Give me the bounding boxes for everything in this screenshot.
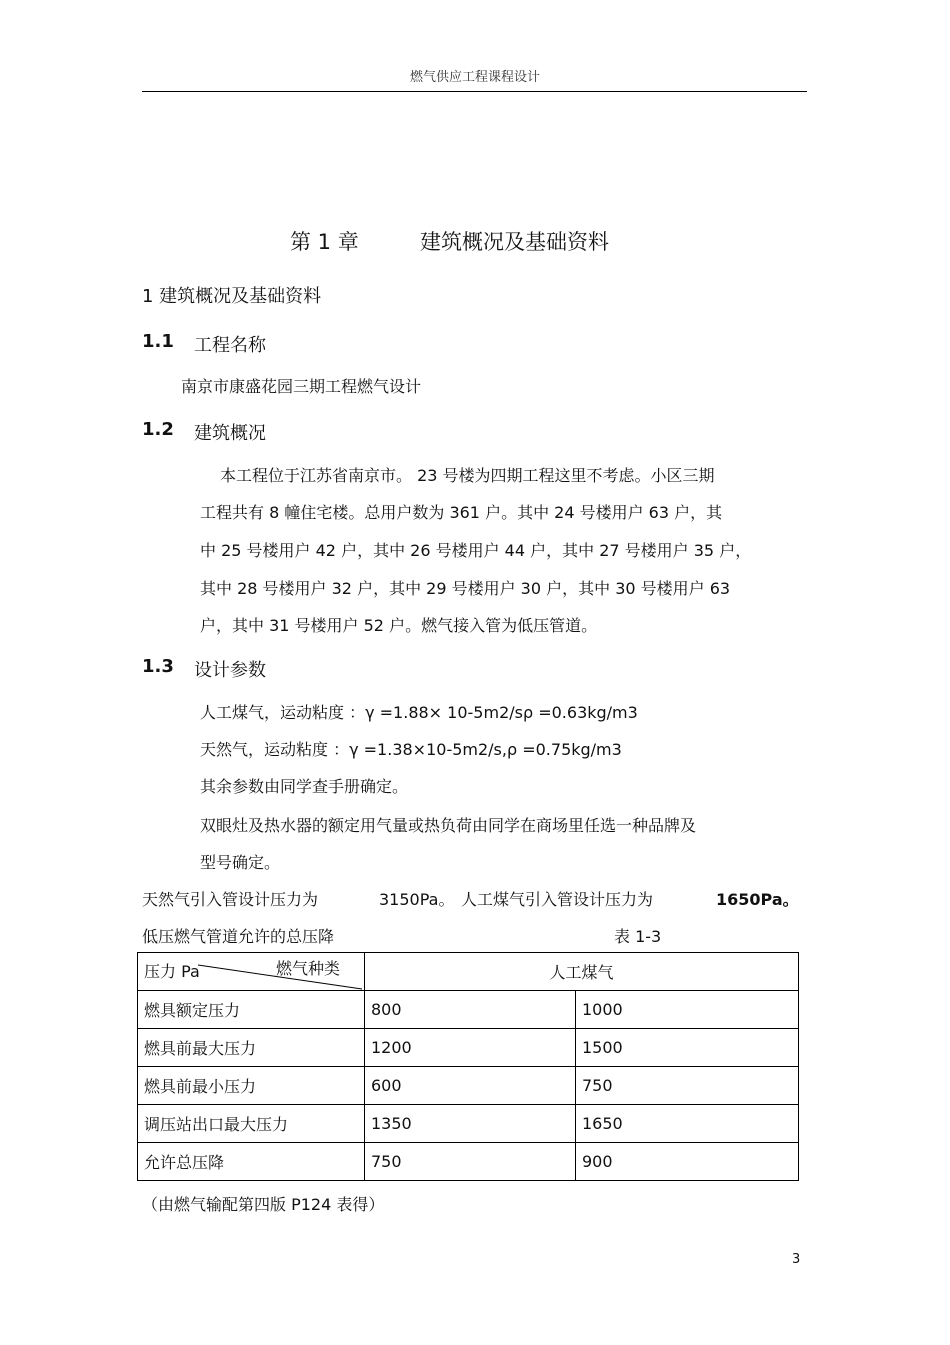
chapter-title: 建筑概况及基础资料: [420, 230, 609, 254]
row-label: 燃具额定压力: [138, 991, 365, 1029]
table-header-row: [138, 953, 799, 991]
table-row: [138, 1143, 799, 1181]
artificial-gas-pressure-label: 人工煤气引入管设计压力为: [461, 890, 654, 909]
table-corner-cell: [138, 953, 365, 991]
row-value-2: 1650: [576, 1105, 799, 1143]
overview-line-1: 本工程位于江苏省南京市。 23 号楼为四期工程这里不考虑。小区三期: [220, 466, 715, 485]
table-row: [138, 1029, 799, 1067]
chapter-label: 第 1 章: [290, 230, 359, 254]
row-label: 燃具前最大压力: [138, 1029, 365, 1067]
overview-line-4: 其中 28 号楼用户 32 户，其中 29 号楼用户 30 户，其中 30 号楼用户 63: [200, 579, 731, 598]
overview-line-2: 工程共有 8 幢住宅楼。总用户数为 361 户。其中 24 号楼用户 63 户，其: [200, 503, 723, 522]
section-title: 设计参数: [194, 660, 266, 681]
overview-line-5: 户，其中 31 号楼用户 52 户。燃气接入管为低压管道。: [200, 616, 598, 635]
corner-left-label: 压力 Pa: [144, 962, 200, 981]
row-value-2: 750: [576, 1067, 799, 1105]
row-label: 燃具前最小压力: [138, 1067, 365, 1105]
table-row: [138, 1067, 799, 1105]
section-1-3-heading: [142, 656, 442, 680]
row-value-1: 800: [365, 991, 576, 1029]
row-value-1: 1350: [365, 1105, 576, 1143]
artificial-gas-pressure-value: 1650Pa。: [716, 890, 799, 909]
row-label: 允许总压降: [138, 1143, 365, 1181]
param-appliance-line-2: 型号确定。: [200, 853, 281, 872]
row-value-1: 600: [365, 1067, 576, 1105]
section-1-2-heading: [142, 419, 442, 443]
param-natural-gas: 天然气，运动粘度 ：γ =1.38×10-5m2/s,ρ =0.75kg/m3: [200, 740, 622, 759]
section-number: 1.3: [142, 656, 174, 677]
row-value-1: 750: [365, 1143, 576, 1181]
natural-gas-pressure-value: 3150Pa。: [379, 890, 455, 909]
project-name: 南京市康盛花园三期工程燃气设计: [181, 377, 422, 396]
row-value-2: 1000: [576, 991, 799, 1029]
row-value-2: 1500: [576, 1029, 799, 1067]
section-1-heading: 1 建筑概况及基础资料: [142, 286, 322, 307]
page-header-title: 燃气供应工程课程设计: [409, 70, 540, 85]
param-artificial-gas: 人工煤气，运动粘度 ：γ =1.88× 10-5m2/sρ =0.63kg/m3: [200, 703, 638, 722]
natural-gas-pressure-label: 天然气引入管设计压力为: [142, 890, 319, 909]
section-title: 工程名称: [194, 335, 266, 356]
pressure-drop-table: [137, 952, 799, 1181]
corner-right-label: 燃气种类: [276, 959, 341, 978]
param-note: 其余参数由同学查手册确定。: [200, 777, 409, 796]
row-label: 调压站出口最大压力: [138, 1105, 365, 1143]
page-number: 3: [792, 1252, 801, 1267]
header-divider: [142, 91, 807, 92]
table-row: [138, 991, 799, 1029]
table-source-note: （由燃气输配第四版 P124 表得）: [142, 1195, 385, 1214]
param-appliance-line-1: 双眼灶及热水器的额定用气量或热负荷由同学在商场里任选一种品牌及: [200, 816, 697, 835]
table-header-gas-type: 人工煤气: [365, 953, 799, 991]
table-row: [138, 1105, 799, 1143]
row-value-2: 900: [576, 1143, 799, 1181]
section-number: 1.2: [142, 419, 174, 440]
table-number: 表 1-3: [614, 927, 662, 946]
section-title: 建筑概况: [194, 423, 266, 444]
section-1-1-heading: [142, 331, 442, 355]
table-caption: 低压燃气管道允许的总压降: [142, 927, 335, 946]
section-number: 1.1: [142, 331, 174, 352]
overview-line-3: 中 25 号楼用户 42 户，其中 26 号楼用户 44 户，其中 27 号楼用户 35 户，: [200, 541, 752, 560]
row-value-1: 1200: [365, 1029, 576, 1067]
